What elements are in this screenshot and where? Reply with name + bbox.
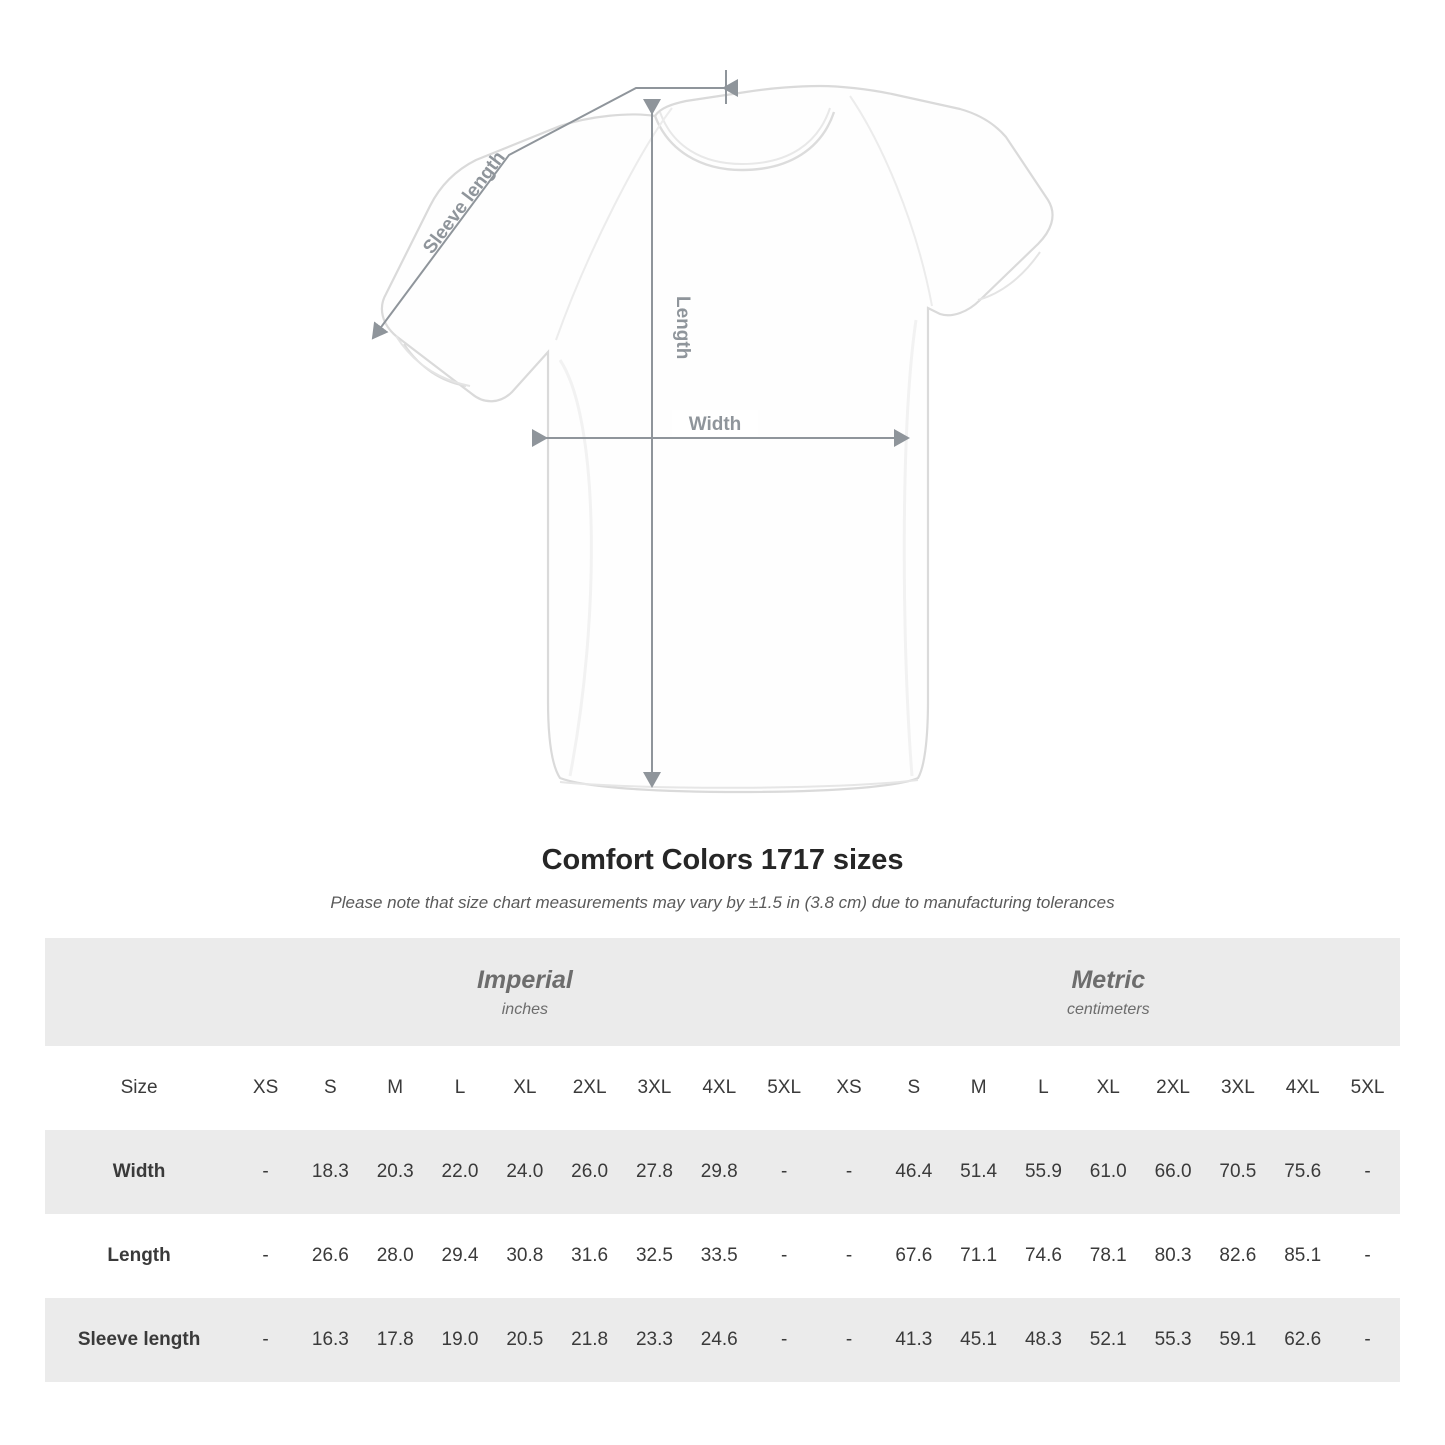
unit-imperial	[233, 938, 816, 1046]
cell: 82.6	[1219, 1245, 1257, 1266]
size-table-wrapper	[45, 938, 1400, 1382]
size-header-imperial-xs: XS	[233, 1046, 298, 1130]
size-header-metric-s: S	[881, 1046, 946, 1130]
title-block	[0, 844, 1445, 913]
cell: 20.3	[363, 1130, 428, 1214]
cell: 24.6	[687, 1298, 752, 1382]
size-table	[45, 938, 1400, 1382]
size-header-metric-m: M	[946, 1046, 1011, 1130]
size-header-metric-2xl: 2XL	[1141, 1046, 1206, 1130]
cell: -	[262, 1245, 269, 1266]
size-header-metric-5xl: 5XL	[1335, 1046, 1400, 1130]
unit-metric	[817, 938, 1400, 1046]
cell: -	[845, 1245, 853, 1266]
size-header-metric-l: L	[1011, 1046, 1076, 1130]
cell: 29.4	[441, 1245, 479, 1266]
cell: 17.8	[363, 1298, 428, 1382]
sleeve-length-label: Sleeve length	[419, 147, 510, 259]
cell: 67.6	[895, 1245, 933, 1266]
cell: 20.5	[492, 1298, 557, 1382]
size-header-imperial-m: M	[363, 1046, 428, 1130]
size-header-row	[45, 1046, 1400, 1130]
cell: 16.3	[298, 1298, 363, 1382]
cell: 74.6	[1024, 1245, 1062, 1266]
length-label: Length	[672, 296, 693, 360]
tolerance-note: Please note that size chart measurements may vary by ±1.5 in (3.8 cm) due to manufacturing tolerances	[330, 893, 1115, 912]
cell: -	[1335, 1298, 1400, 1382]
cell: 55.3	[1141, 1298, 1206, 1382]
table-row	[45, 1130, 1400, 1214]
size-header-imperial-3xl: 3XL	[622, 1046, 687, 1130]
unit-imperial-sub: inches	[501, 1000, 548, 1018]
cell: 30.8	[506, 1245, 544, 1266]
table-row	[45, 1298, 1400, 1382]
cell: 85.1	[1284, 1245, 1322, 1266]
cell: -	[752, 1130, 817, 1214]
cell: 41.3	[881, 1298, 946, 1382]
cell: 31.6	[571, 1245, 609, 1266]
cell: 78.1	[1089, 1245, 1127, 1266]
cell: 18.3	[298, 1130, 363, 1214]
cell: 45.1	[946, 1298, 1011, 1382]
cell: 23.3	[622, 1298, 687, 1382]
cell: -	[817, 1130, 882, 1214]
unit-imperial-name: Imperial	[476, 966, 573, 995]
size-header-imperial-4xl: 4XL	[687, 1046, 752, 1130]
cell: 51.4	[946, 1130, 1011, 1214]
size-header-imperial-l: L	[428, 1046, 493, 1130]
size-header-imperial-2xl: 2XL	[557, 1046, 622, 1130]
row-label-width: Width	[45, 1130, 233, 1214]
row-label-length: Length	[107, 1245, 171, 1266]
size-header-imperial-xl: XL	[492, 1046, 557, 1130]
cell: -	[233, 1130, 298, 1214]
size-header-imperial-s: S	[298, 1046, 363, 1130]
page-title: Comfort Colors 1717 sizes	[541, 844, 904, 876]
cell: 52.1	[1076, 1298, 1141, 1382]
unit-metric-name: Metric	[1071, 966, 1146, 995]
cell: -	[752, 1298, 817, 1382]
cell: 27.8	[622, 1130, 687, 1214]
size-header-metric-3xl: 3XL	[1205, 1046, 1270, 1130]
cell: 33.5	[700, 1245, 738, 1266]
cell: -	[233, 1298, 298, 1382]
cell: 59.1	[1205, 1298, 1270, 1382]
cell: 75.6	[1270, 1130, 1335, 1214]
cell: 55.9	[1011, 1130, 1076, 1214]
cell: -	[780, 1245, 788, 1266]
cell: 28.0	[376, 1245, 414, 1266]
table-row	[45, 1214, 1400, 1298]
cell: 19.0	[428, 1298, 493, 1382]
cell: 29.8	[687, 1130, 752, 1214]
size-header-metric-xl: XL	[1076, 1046, 1141, 1130]
cell: 26.6	[311, 1245, 349, 1266]
width-label: Width	[688, 414, 742, 435]
cell: 32.5	[635, 1245, 673, 1266]
cell: 66.0	[1141, 1130, 1206, 1214]
cell: -	[1364, 1245, 1371, 1266]
size-header-metric-4xl: 4XL	[1270, 1046, 1335, 1130]
cell: 26.0	[557, 1130, 622, 1214]
cell: 70.5	[1205, 1130, 1270, 1214]
size-header-imperial-5xl: 5XL	[752, 1046, 817, 1130]
cell: 48.3	[1011, 1298, 1076, 1382]
cell: 46.4	[881, 1130, 946, 1214]
size-header-metric-xs: XS	[817, 1046, 882, 1130]
unit-header-row	[45, 938, 1400, 1046]
cell: 22.0	[428, 1130, 493, 1214]
unit-metric-sub: centimeters	[1066, 1000, 1150, 1018]
row-label-sleeve-length: Sleeve length	[45, 1298, 233, 1382]
cell: 24.0	[492, 1130, 557, 1214]
cell: 62.6	[1270, 1298, 1335, 1382]
unit-spacer	[45, 938, 233, 1046]
cell: 80.3	[1154, 1245, 1192, 1266]
cell: 21.8	[557, 1298, 622, 1382]
cell: 61.0	[1076, 1130, 1141, 1214]
cell: 71.1	[960, 1245, 998, 1266]
cell: -	[1335, 1130, 1400, 1214]
size-header-label: Size	[45, 1046, 233, 1130]
cell: -	[817, 1298, 882, 1382]
